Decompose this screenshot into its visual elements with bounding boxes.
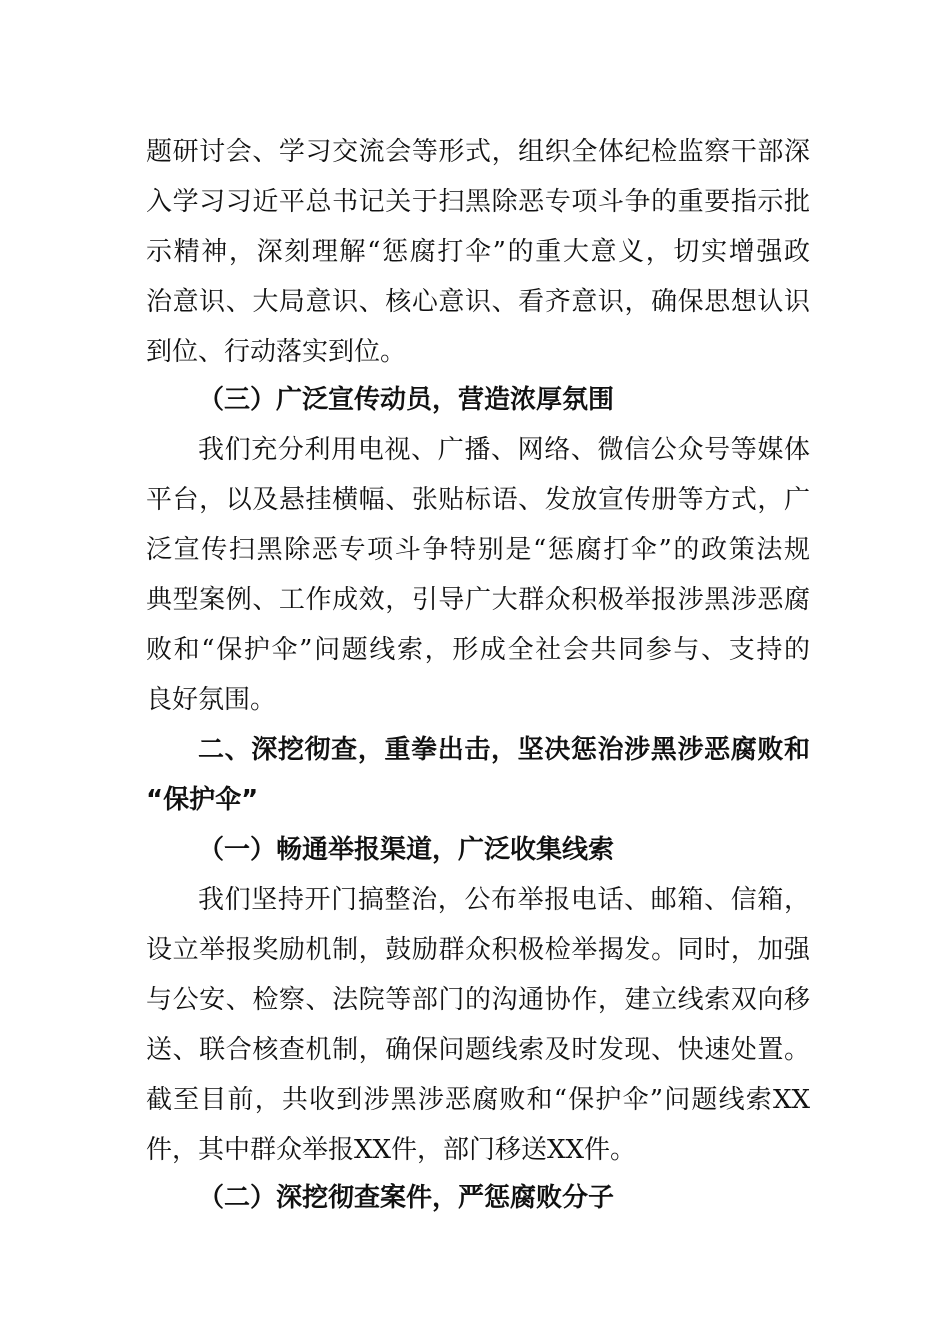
section-heading-2-1: （一）畅通举报渠道，广泛收集线索 — [198, 835, 615, 865]
paragraph-line: 平台，以及悬挂横幅、张贴标语、发放宣传册等方式，广 — [146, 485, 810, 515]
paragraph-line: 到位、行动落实到位。 — [146, 337, 407, 367]
paragraph-line: 入学习习近平总书记关于扫黑除恶专项斗争的重要指示批 — [146, 187, 810, 217]
paragraph-line: 泛宣传扫黑除恶专项斗争特别是“惩腐打伞”的政策法规 — [146, 535, 810, 565]
paragraph-line: 我们坚持开门搞整治，公布举报电话、邮箱、信箱， — [198, 885, 810, 915]
paragraph-line: 题研讨会、学习交流会等形式，组织全体纪检监察干部深 — [146, 137, 810, 167]
paragraph-line: 示精神，深刻理解“惩腐打伞”的重大意义，切实增强政 — [146, 237, 810, 267]
section-heading-1-3: （三）广泛宣传动员，营造浓厚氛围 — [198, 385, 615, 415]
section-heading-2-cont: “保护伞” — [146, 785, 259, 815]
paragraph-line: 治意识、大局意识、核心意识、看齐意识，确保思想认识 — [146, 287, 810, 317]
paragraph-line: 送、联合核查机制，确保问题线索及时发现、快速处置。 — [146, 1035, 810, 1065]
paragraph-line: 典型案例、工作成效，引导广大群众积极举报涉黑涉恶腐 — [146, 585, 810, 615]
paragraph-line: 截至目前，共收到涉黑涉恶腐败和“保护伞”问题线索XX — [146, 1085, 810, 1115]
paragraph-line: 良好氛围。 — [146, 685, 277, 715]
paragraph-line: 设立举报奖励机制，鼓励群众积极检举揭发。同时，加强 — [146, 935, 810, 965]
paragraph-line: 件，其中群众举报XX件，部门移送XX件。 — [146, 1135, 637, 1165]
paragraph-line: 与公安、检察、法院等部门的沟通协作，建立线索双向移 — [146, 985, 810, 1015]
paragraph-line: 败和“保护伞”问题线索，形成全社会共同参与、支持的 — [146, 635, 810, 665]
section-heading-2-2: （二）深挖彻查案件，严惩腐败分子 — [198, 1183, 615, 1213]
paragraph-line: 我们充分利用电视、广播、网络、微信公众号等媒体 — [198, 435, 810, 465]
section-heading-2: 二、深挖彻查，重拳出击，坚决惩治涉黑涉恶腐败和 — [198, 735, 810, 765]
